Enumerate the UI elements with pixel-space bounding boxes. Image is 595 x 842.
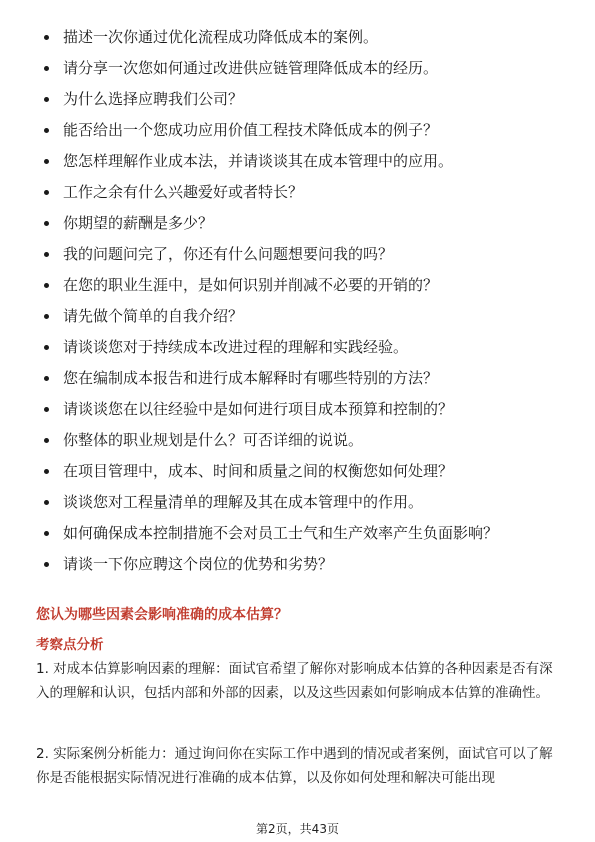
question-text: 工作之余有什么兴趣爱好或者特长？ <box>63 183 304 201</box>
analysis-subheading: 考察点分析 <box>36 637 104 653</box>
question-item <box>44 119 564 142</box>
page-footer: 第2页，共43页 <box>256 822 339 836</box>
question-item <box>44 212 564 235</box>
bullet-dot-icon <box>44 128 49 133</box>
question-item <box>44 243 564 266</box>
question-item <box>44 491 564 514</box>
bullet-dot-icon <box>44 97 49 102</box>
question-item <box>44 26 564 49</box>
bullet-dot-icon <box>44 469 49 474</box>
question-item <box>44 336 564 359</box>
question-text: 请谈谈您在以往经验中是如何进行项目成本预算和控制的？ <box>63 400 454 418</box>
question-text: 请先做个简单的自我介绍？ <box>63 307 244 325</box>
bullet-dot-icon <box>44 159 49 164</box>
analysis-paragraph-2: 2. 实际案例分析能力：通过询问你在实际工作中遇到的情况或者案例，面试官可以了解你是否能根据实际情况进行准确的成本估算，以及你如何处理和解决可能出现 <box>36 746 553 786</box>
question-item <box>44 57 564 80</box>
question-text: 谈谈您对工程量清单的理解及其在成本管理中的作用。 <box>63 493 424 511</box>
question-item <box>44 553 564 576</box>
bullet-dot-icon <box>44 221 49 226</box>
question-text: 你整体的职业规划是什么？可否详细的说说。 <box>63 431 364 449</box>
question-text: 您在编制成本报告和进行成本解释时有哪些特别的方法？ <box>63 369 439 387</box>
question-list <box>44 26 564 584</box>
question-item <box>44 460 564 483</box>
analysis-paragraph-1: 1. 对成本估算影响因素的理解：面试官希望了解你对影响成本估算的各种因素是否有深入的理解和认识，包括内部和外部的因素，以及这些因素如何影响成本估算的准确性。 <box>36 661 553 701</box>
bullet-dot-icon <box>44 562 49 567</box>
bullet-dot-icon <box>44 376 49 381</box>
bullet-dot-icon <box>44 190 49 195</box>
bullet-dot-icon <box>44 252 49 257</box>
bullet-dot-icon <box>44 407 49 412</box>
question-item <box>44 305 564 328</box>
question-text: 请谈一下你应聘这个岗位的优势和劣势？ <box>63 555 334 573</box>
question-text: 描述一次你通过优化流程成功降低成本的案例。 <box>63 28 379 46</box>
section-title: 您认为哪些因素会影响准确的成本估算？ <box>36 607 288 623</box>
question-item <box>44 150 564 173</box>
question-text: 在您的职业生涯中，是如何识别并削减不必要的开销的？ <box>63 276 439 294</box>
question-item <box>44 274 564 297</box>
bullet-dot-icon <box>44 283 49 288</box>
question-item <box>44 367 564 390</box>
question-text: 为什么选择应聘我们公司？ <box>63 90 244 108</box>
question-text: 您怎样理解作业成本法，并请谈谈其在成本管理中的应用。 <box>63 152 454 170</box>
bullet-dot-icon <box>44 438 49 443</box>
question-text: 如何确保成本控制措施不会对员工士气和生产效率产生负面影响？ <box>63 524 499 542</box>
question-text: 你期望的薪酬是多少？ <box>63 214 214 232</box>
question-text: 我的问题问完了，你还有什么问题想要问我的吗？ <box>63 245 394 263</box>
question-item <box>44 522 564 545</box>
question-item <box>44 398 564 421</box>
question-item <box>44 88 564 111</box>
question-text: 在项目管理中，成本、时间和质量之间的权衡您如何处理？ <box>63 462 454 480</box>
bullet-dot-icon <box>44 500 49 505</box>
bullet-dot-icon <box>44 531 49 536</box>
bullet-dot-icon <box>44 345 49 350</box>
bullet-dot-icon <box>44 35 49 40</box>
bullet-dot-icon <box>44 66 49 71</box>
bullet-dot-icon <box>44 314 49 319</box>
question-item <box>44 429 564 452</box>
question-text: 请谈谈您对于持续成本改进过程的理解和实践经验。 <box>63 338 409 356</box>
question-text: 能否给出一个您成功应用价值工程技术降低成本的例子？ <box>63 121 439 139</box>
question-item <box>44 181 564 204</box>
question-text: 请分享一次您如何通过改进供应链管理降低成本的经历。 <box>63 59 439 77</box>
